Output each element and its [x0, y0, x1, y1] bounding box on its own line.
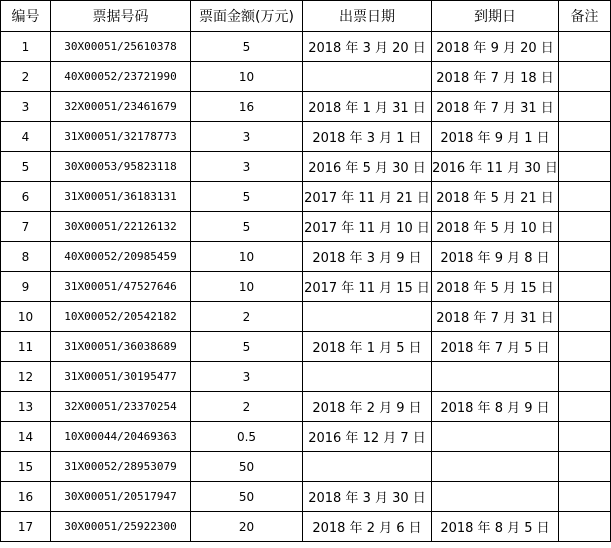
- cell-issue-date: 2018 年 3 月 1 日: [303, 122, 432, 152]
- cell-due-date: 2018 年 7 月 5 日: [432, 332, 559, 362]
- cell-issue-date: 2018 年 1 月 5 日: [303, 332, 432, 362]
- cell-index: 1: [1, 32, 51, 62]
- cell-amount: 5: [191, 182, 303, 212]
- cell-remarks: [559, 152, 611, 182]
- cell-due-date: 2018 年 8 月 9 日: [432, 392, 559, 422]
- cell-remarks: [559, 242, 611, 272]
- cell-remarks: [559, 212, 611, 242]
- cell-amount: 5: [191, 332, 303, 362]
- table-row: [1, 452, 611, 482]
- cell-due-date: 2018 年 7 月 31 日: [432, 302, 559, 332]
- header-row: [1, 1, 611, 32]
- cell-issue-date: [303, 62, 432, 92]
- cell-due-date: 2018 年 9 月 1 日: [432, 122, 559, 152]
- cell-remarks: [559, 272, 611, 302]
- table-row: [1, 62, 611, 92]
- table-row: [1, 362, 611, 392]
- cell-due-date: 2018 年 7 月 31 日: [432, 92, 559, 122]
- cell-bill-number: 30X00051/25610378: [51, 32, 191, 62]
- cell-index: 8: [1, 242, 51, 272]
- cell-bill-number: 31X00052/28953079: [51, 452, 191, 482]
- cell-amount: 20: [191, 512, 303, 542]
- cell-amount: 3: [191, 362, 303, 392]
- cell-amount: 5: [191, 212, 303, 242]
- cell-index: 15: [1, 452, 51, 482]
- cell-bill-number: 30X00051/25922300: [51, 512, 191, 542]
- table-row: [1, 332, 611, 362]
- cell-due-date: 2018 年 5 月 21 日: [432, 182, 559, 212]
- table-row: [1, 212, 611, 242]
- cell-amount: 50: [191, 452, 303, 482]
- cell-remarks: [559, 482, 611, 512]
- cell-amount: 10: [191, 272, 303, 302]
- cell-due-date: [432, 482, 559, 512]
- cell-remarks: [559, 122, 611, 152]
- cell-issue-date: [303, 362, 432, 392]
- cell-issue-date: 2018 年 3 月 9 日: [303, 242, 432, 272]
- cell-remarks: [559, 182, 611, 212]
- cell-remarks: [559, 452, 611, 482]
- header-index: 编号: [1, 1, 51, 32]
- cell-issue-date: [303, 452, 432, 482]
- cell-remarks: [559, 92, 611, 122]
- cell-due-date: [432, 362, 559, 392]
- cell-issue-date: [303, 302, 432, 332]
- cell-index: 2: [1, 62, 51, 92]
- cell-due-date: 2018 年 7 月 18 日: [432, 62, 559, 92]
- cell-amount: 50: [191, 482, 303, 512]
- table-row: [1, 122, 611, 152]
- cell-index: 6: [1, 182, 51, 212]
- cell-bill-number: 31X00051/36183131: [51, 182, 191, 212]
- cell-due-date: 2018 年 5 月 10 日: [432, 212, 559, 242]
- cell-amount: 5: [191, 32, 303, 62]
- table-header: [1, 1, 611, 32]
- table-row: [1, 182, 611, 212]
- cell-issue-date: 2017 年 11 月 21 日: [303, 182, 432, 212]
- cell-amount: 0.5: [191, 422, 303, 452]
- cell-index: 14: [1, 422, 51, 452]
- header-face-value: 票面金额(万元): [191, 1, 303, 32]
- cell-bill-number: 10X00044/20469363: [51, 422, 191, 452]
- cell-amount: 2: [191, 302, 303, 332]
- table-row: [1, 242, 611, 272]
- cell-bill-number: 31X00051/47527646: [51, 272, 191, 302]
- table-body: [1, 32, 611, 542]
- cell-due-date: 2018 年 9 月 8 日: [432, 242, 559, 272]
- table-row: [1, 302, 611, 332]
- cell-issue-date: 2016 年 12 月 7 日: [303, 422, 432, 452]
- cell-index: 7: [1, 212, 51, 242]
- table-row: [1, 512, 611, 542]
- cell-bill-number: 32X00051/23370254: [51, 392, 191, 422]
- cell-index: 16: [1, 482, 51, 512]
- cell-issue-date: 2018 年 2 月 6 日: [303, 512, 432, 542]
- header-due-date: 到期日: [432, 1, 559, 32]
- cell-index: 9: [1, 272, 51, 302]
- cell-amount: 10: [191, 242, 303, 272]
- cell-index: 3: [1, 92, 51, 122]
- cell-remarks: [559, 62, 611, 92]
- table-row: [1, 392, 611, 422]
- cell-remarks: [559, 332, 611, 362]
- cell-amount: 3: [191, 122, 303, 152]
- cell-index: 13: [1, 392, 51, 422]
- cell-issue-date: 2017 年 11 月 15 日: [303, 272, 432, 302]
- cell-issue-date: 2016 年 5 月 30 日: [303, 152, 432, 182]
- header-remarks: 备注: [559, 1, 611, 32]
- cell-amount: 2: [191, 392, 303, 422]
- cell-due-date: [432, 422, 559, 452]
- cell-bill-number: 32X00051/23461679: [51, 92, 191, 122]
- cell-due-date: [432, 452, 559, 482]
- cell-bill-number: 40X00052/23721990: [51, 62, 191, 92]
- table-row: [1, 482, 611, 512]
- cell-due-date: 2018 年 8 月 5 日: [432, 512, 559, 542]
- cell-remarks: [559, 302, 611, 332]
- cell-issue-date: 2018 年 1 月 31 日: [303, 92, 432, 122]
- cell-index: 10: [1, 302, 51, 332]
- cell-remarks: [559, 362, 611, 392]
- cell-bill-number: 31X00051/32178773: [51, 122, 191, 152]
- cell-index: 4: [1, 122, 51, 152]
- cell-amount: 10: [191, 62, 303, 92]
- table-row: [1, 92, 611, 122]
- cell-remarks: [559, 32, 611, 62]
- table-row: [1, 272, 611, 302]
- cell-due-date: 2018 年 9 月 20 日: [432, 32, 559, 62]
- cell-due-date: 2016 年 11 月 30 日: [432, 152, 559, 182]
- cell-bill-number: 30X00051/22126132: [51, 212, 191, 242]
- table-row: [1, 32, 611, 62]
- cell-issue-date: 2018 年 3 月 20 日: [303, 32, 432, 62]
- cell-bill-number: 30X00053/95823118: [51, 152, 191, 182]
- cell-index: 17: [1, 512, 51, 542]
- cell-remarks: [559, 392, 611, 422]
- cell-index: 5: [1, 152, 51, 182]
- table-row: [1, 152, 611, 182]
- cell-bill-number: 31X00051/30195477: [51, 362, 191, 392]
- cell-issue-date: 2018 年 2 月 9 日: [303, 392, 432, 422]
- cell-bill-number: 31X00051/36038689: [51, 332, 191, 362]
- cell-amount: 16: [191, 92, 303, 122]
- cell-issue-date: 2017 年 11 月 10 日: [303, 212, 432, 242]
- cell-bill-number: 30X00051/20517947: [51, 482, 191, 512]
- header-bill-number: 票据号码: [51, 1, 191, 32]
- cell-due-date: 2018 年 5 月 15 日: [432, 272, 559, 302]
- cell-remarks: [559, 512, 611, 542]
- cell-bill-number: 10X00052/20542182: [51, 302, 191, 332]
- cell-remarks: [559, 422, 611, 452]
- cell-index: 11: [1, 332, 51, 362]
- table-row: [1, 422, 611, 452]
- cell-amount: 3: [191, 152, 303, 182]
- cell-bill-number: 40X00052/20985459: [51, 242, 191, 272]
- header-issue-date: 出票日期: [303, 1, 432, 32]
- cell-index: 12: [1, 362, 51, 392]
- cell-issue-date: 2018 年 3 月 30 日: [303, 482, 432, 512]
